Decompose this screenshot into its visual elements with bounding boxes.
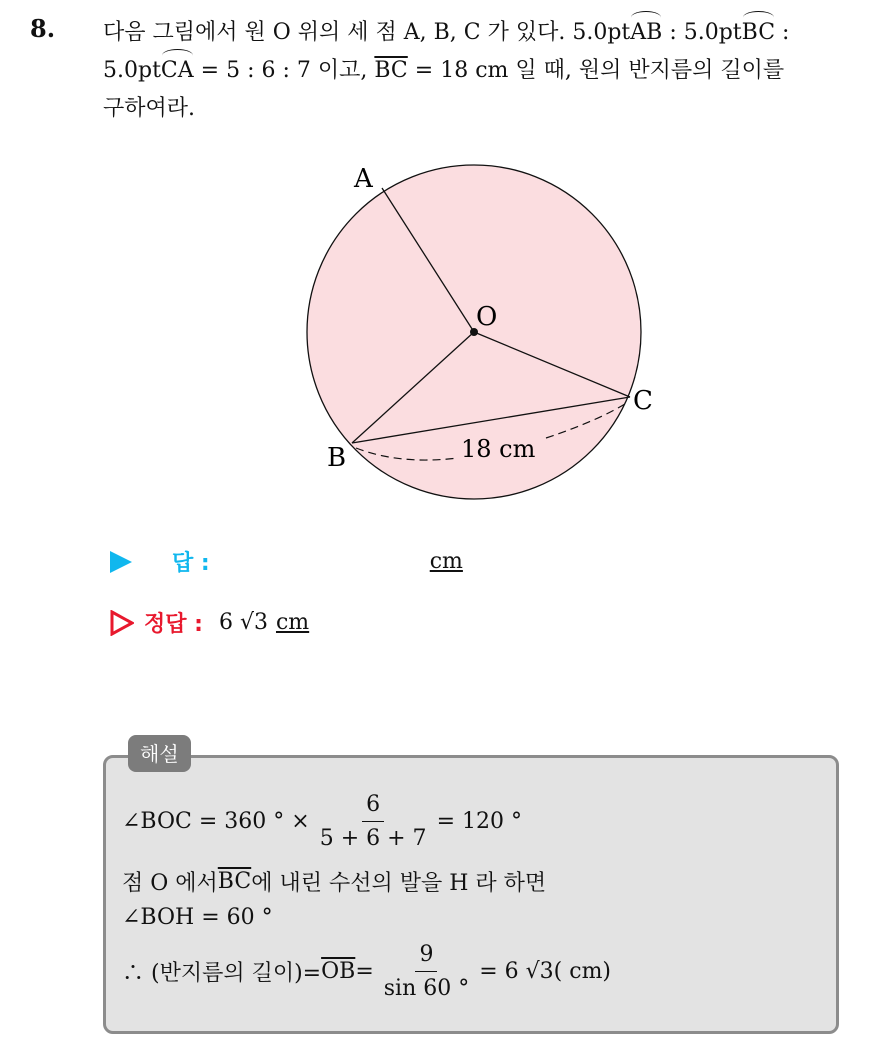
solution-line-1 xyxy=(122,792,522,851)
solution-text: = 120 ° xyxy=(436,809,522,834)
solution-text: ∠BOH = 60 ° xyxy=(122,905,273,930)
fraction-6-over-18 xyxy=(316,792,431,851)
label-a: A xyxy=(354,164,373,194)
solution-text: 에 내린 수선의 발을 H 라 하면 xyxy=(251,871,547,896)
segment-ob: $\overline{OB}$ xyxy=(321,959,356,984)
label-o: O xyxy=(476,302,498,332)
fraction-denominator: sin 60 ° xyxy=(383,976,470,1001)
play-triangle-icon xyxy=(110,551,132,573)
solution-text: = 6 √3( cm) xyxy=(479,959,612,984)
outline-triangle-icon xyxy=(110,610,134,636)
solution-tag: 해설 xyxy=(128,735,191,772)
correct-answer-label: 정답 : xyxy=(144,612,203,637)
chord-length-label: 18 cm xyxy=(461,435,536,463)
question-text-part: 5.0pt xyxy=(103,58,161,83)
circle-figure xyxy=(300,160,680,520)
answer-unit[interactable]: cm xyxy=(429,549,463,574)
question-number: 8. xyxy=(30,14,56,43)
question-line-3: 구하여라. xyxy=(103,96,196,121)
arc-bc: BC xyxy=(742,14,775,52)
correct-answer-row xyxy=(110,607,309,638)
solution-line-4 xyxy=(122,942,611,1001)
question-text-part: 다음 그림에서 원 O 위의 세 점 A, B, C 가 있다. 5.0pt xyxy=(103,20,631,45)
fraction-9-over-sin60 xyxy=(380,942,473,1001)
ratio-text: = 5 : 6 : 7 이고, xyxy=(193,58,375,83)
solution-line-3 xyxy=(122,905,273,930)
segment-bc: $\overline{BC}$ xyxy=(374,58,408,83)
solution-text: 점 O 에서 xyxy=(122,871,218,896)
question-text xyxy=(103,14,863,128)
question-text-part: = 18 cm 일 때, 원의 반지름의 길이를 xyxy=(407,58,785,83)
arc-ca: CA xyxy=(161,52,194,90)
solution-text: ∠BOC = 360 ° × xyxy=(122,809,310,834)
fraction-numerator: 9 xyxy=(415,942,437,972)
answer-row xyxy=(110,546,463,577)
solution-text: ∴ (반지름의 길이)= xyxy=(122,961,322,986)
question-line-2 xyxy=(103,52,863,90)
solution-line-2 xyxy=(122,866,546,897)
question-text-part: : 5.0pt xyxy=(662,20,742,45)
correct-answer-value: 6 √3 xyxy=(218,610,268,635)
question-text-part: : xyxy=(775,20,790,45)
solution-text: = xyxy=(355,959,374,984)
answer-label: 답 : xyxy=(172,551,210,576)
label-c: C xyxy=(633,386,653,416)
fraction-denominator: 5 + 6 + 7 xyxy=(319,826,427,851)
arc-ab: AB xyxy=(630,14,662,52)
question-line-1 xyxy=(103,14,863,52)
label-b: B xyxy=(327,443,347,473)
segment-bc: $\overline{BC}$ xyxy=(217,869,252,894)
fraction-numerator: 6 xyxy=(362,792,384,822)
correct-answer-unit: cm xyxy=(275,610,310,635)
